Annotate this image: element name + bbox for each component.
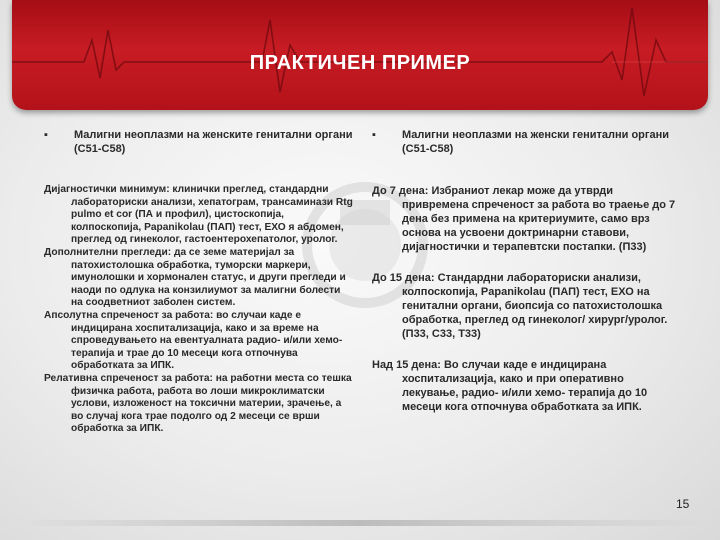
relative-disability-paragraph: Релативна спреченост за работа: на работни места со тешка физичка работа, работа во лоши микроклиматски услови, изложеност на токсични материи, зрачење, а во случај кога трае подолго од 2 месеци се врши обработка за ИПК.: [44, 372, 352, 435]
right-bullet-text: Малигни неоплазми на женски генитални органи (С51-С58): [402, 129, 670, 155]
left-bullet-text: Малигни неоплазми на женските генитални органи (С51-С58): [74, 129, 353, 155]
over-15-days-paragraph: Над 15 дена: Во случаи каде е индицирана хоспитализација, како и при оперативно лекување, радио- и/или хемо- терапија до 10 месеци кога отпочнува обработката за ИПК.: [372, 359, 648, 413]
page-title: ПРАКТИЧЕН ПРИМЕР: [249, 52, 471, 74]
bullet-dot-icon: ▪: [44, 129, 48, 141]
left-column: [44, 128, 354, 436]
right-bullet: [372, 128, 682, 156]
bullet-dot-icon: ▪: [372, 129, 376, 141]
absolute-disability-paragraph: Апсолутна спреченост за работа: во случаи каде е индицирана хоспитализација, како и за време на спроведувањето на евентуалната радио- и/или хемо- терапија и трае до 10 месеци кога отпочнува обработката за ИПК.: [44, 309, 343, 372]
diagnostic-minimum-paragraph: Дијагностички минимум: клинички преглед, стандардни лабораториски анализи, хепатограм, трансаминази Rtg pulmo et cor (ПА и профил), цистоскопија, колпоскопија, Papanikolau (ПАП) тест, ЕХО я абдомен, преглед од гинеколог, гастоентерохепатолог, уролог.: [44, 184, 353, 246]
up-to-7-days-paragraph: До 7 дена: Избраниот лекар може да утврди привремена спреченост за работа во траење до 7 дена без примена на критериумите, само врз основа на усвоени доктринарни ставови, дијагностички и терапевтски постапки. (П33): [372, 185, 676, 253]
up-to-15-days-paragraph: До 15 дена: Стандардни лабораториски анализи, колпоскопија, Papanikolau (ПАП) тест, ЕХО на генитални органи, биопсија со патохистолошка обработка, преглед од гинеколог/ хирург/уролог. (П33, С33, Т33): [372, 272, 668, 340]
page-number: 15: [676, 497, 690, 511]
right-column: [372, 128, 682, 431]
footer-divider: [12, 520, 708, 526]
left-bullet: [44, 128, 354, 156]
additional-exams-paragraph: Дополнителни прегледи: да се земе материјал за патохистолошка обработка, туморски маркери, имунолошки и хормонален статус, и други прегледи и наоди по одлука на конзилиумот за малигни болести на соодветниот заболен систем.: [44, 246, 346, 309]
